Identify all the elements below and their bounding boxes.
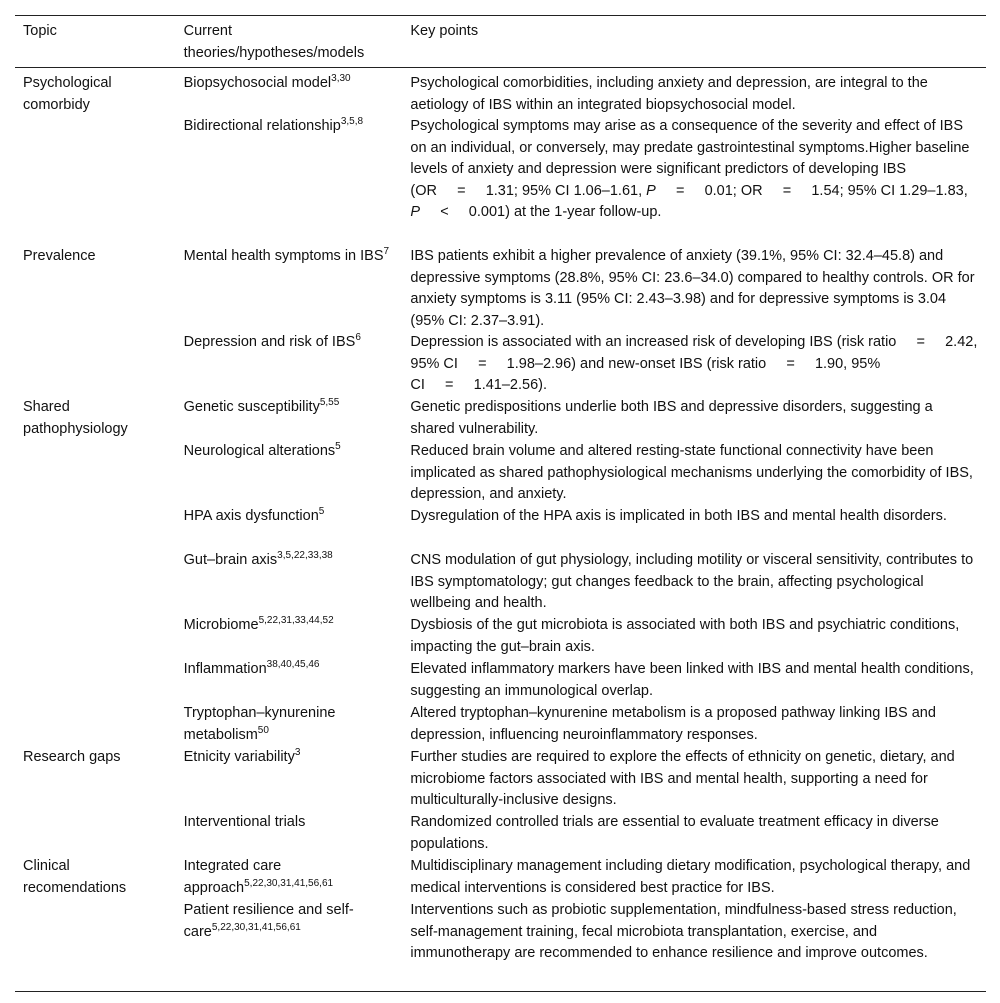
table-row [15, 615, 986, 659]
key-point-cell: CNS modulation of gut physiology, including motility or visceral sensitivity, contributes to IBS symptomatology; gut changes feedback to the brain, affecting psychological wellbeing and health. [410, 552, 974, 611]
table-row [15, 68, 986, 117]
theory-label: Genetic susceptibility [183, 399, 320, 415]
header-key-points: Key points [410, 23, 479, 39]
key-point-cell: Randomized controlled trials are essential to evaluate treatment efficacy in diverse populations. [410, 814, 939, 852]
theory-label: Patient resilience and self-care [183, 902, 354, 940]
table-row [15, 812, 986, 856]
table-row [15, 397, 986, 441]
reference-citation: 50 [257, 724, 269, 736]
topic-cell [15, 116, 176, 246]
table-row [15, 550, 986, 615]
reference-citation: 5,22,30,31,41,56,61 [211, 921, 301, 933]
theory-cell [176, 397, 403, 441]
reference-citation: 3 [294, 747, 301, 759]
key-point-cell: Depression is associated with an increased risk of developing IBS (risk ratio = 2.42, 95% CI = 1.98–2.96) and new-onset IBS (risk ratio = 1.90, 95% CI = 1.41–2.56). [410, 334, 978, 393]
header-topic: Topic [23, 23, 57, 39]
reference-citation: 38,40,45,46 [266, 659, 320, 671]
topic-cell [15, 659, 176, 703]
theory-label: Tryptophan–kynurenine metabolism [183, 705, 336, 743]
reference-citation: 5,22,31,33,44,52 [258, 615, 334, 627]
theory-cell [176, 116, 403, 246]
theory-label: Mental health symptoms in IBS [183, 248, 384, 264]
topic-cell: Research gaps [23, 749, 121, 765]
header-theories: Current theories/hypotheses/models [183, 23, 365, 61]
table-row [15, 332, 986, 397]
key-point-cell: Psychological comorbidities, including anxiety and depression, are integral to the aetiology of IBS within an integrated biopsychosocial model. [410, 75, 928, 113]
table-row [15, 506, 986, 550]
theory-label: HPA axis dysfunction [183, 508, 319, 524]
topic-cell [15, 441, 176, 506]
theory-label: Neurological alterations [183, 443, 336, 459]
reference-citation: 5 [318, 506, 325, 518]
topic-cell [15, 812, 176, 856]
key-point-cell: Dysbiosis of the gut microbiota is associated with both IBS and psychiatric conditions, impacting the gut–brain axis. [410, 617, 960, 655]
table-row [15, 441, 986, 506]
key-point-cell: Further studies are required to explore the effects of ethnicity on genetic, dietary, and microbiome factors associated with IBS and mental health, supporting a need for multiculturally-inclusive designs. [410, 749, 955, 808]
reference-citation: 5,22,30,31,41,56,61 [244, 877, 334, 889]
key-point-cell: Genetic predispositions underlie both IBS and depressive disorders, suggesting a shared vulnerability. [410, 399, 933, 437]
theory-label: Microbiome [183, 617, 259, 633]
reference-citation: 5 [335, 441, 341, 453]
theory-cell [176, 856, 403, 900]
theory-cell [176, 703, 403, 747]
theory-label: Integrated care approach [183, 858, 282, 896]
topic-cell [15, 506, 176, 550]
table-row [15, 116, 986, 246]
theory-label: Interventional trials [183, 814, 306, 830]
theory-label: Depression and risk of IBS [183, 334, 356, 350]
topic-cell: Prevalence [23, 248, 96, 264]
theory-label: Gut–brain axis [183, 552, 278, 568]
header-row [15, 16, 986, 68]
theory-cell [176, 246, 403, 332]
theory-cell [176, 812, 403, 856]
theory-cell [176, 747, 403, 812]
reference-citation: 3,5,8 [340, 116, 364, 128]
key-point-cell: Dysregulation of the HPA axis is implicated in both IBS and mental health disorders. [410, 508, 947, 524]
theory-cell [176, 332, 403, 397]
key-point-cell: IBS patients exhibit a higher prevalence of anxiety (39.1%, 95% CI: 32.4–45.8) and depressive symptoms (28.8%, 95% CI: 23.6–34.0) compared to healthy controls. OR for anxiety symptoms is 3.11 (95% CI: 2.43–3.98) and for depressive symptoms is 3.04 (95% CI: 2.37–3.91). [410, 248, 975, 329]
reference-citation: 7 [383, 246, 390, 258]
topic-cell: Shared pathophysiology [23, 399, 128, 437]
reference-citation: 3,30 [331, 73, 351, 85]
topic-cell [15, 615, 176, 659]
reference-citation: 6 [355, 332, 361, 344]
theory-cell [176, 68, 403, 117]
theory-label: Inflammation [183, 661, 267, 677]
topic-cell [15, 900, 176, 991]
topic-cell [15, 332, 176, 397]
topic-cell [15, 550, 176, 615]
key-point-cell: Psychological symptoms may arise as a consequence of the severity and effect of IBS on an individual, or conversely, may predate gastrointestinal symptoms.Higher baseline levels of anxiety and depression were significant predictors of developing IBS (OR = 1.31; 95% CI 1.06–1.61, P = 0.01; OR = 1.54; 95% CI 1.29–1.83, P < 0.001) at the 1-year follow-up. [410, 118, 970, 220]
table-row [15, 747, 986, 812]
key-point-cell: Reduced brain volume and altered resting-state functional connectivity have been implicated as shared pathophysiological mechanisms underlying the comorbidity of IBS, depression, and anxiety. [410, 443, 973, 502]
key-point-cell: Interventions such as probiotic supplementation, mindfulness-based stress reduction, self-management training, fecal microbiota transplantation, exercise, and immunotherapy are recommended to enhance resilience and improve outcomes. [410, 902, 957, 961]
table-row [15, 659, 986, 703]
topic-cell [15, 703, 176, 747]
theory-cell [176, 615, 403, 659]
theory-cell [176, 900, 403, 991]
theory-label: Biopsychosocial model [183, 75, 332, 91]
theory-cell [176, 441, 403, 506]
topic-cell: Clinical recomendations [23, 858, 127, 896]
theory-cell [176, 659, 403, 703]
table-row [15, 900, 986, 991]
key-point-cell: Elevated inflammatory markers have been linked with IBS and mental health conditions, suggesting an immunological overlap. [410, 661, 974, 699]
key-point-cell: Altered tryptophan–kynurenine metabolism is a proposed pathway linking IBS and depression, influencing neuroinflammatory responses. [410, 705, 936, 743]
summary-table [15, 15, 986, 992]
table-row [15, 246, 986, 332]
theory-label: Etnicity variability [183, 749, 295, 765]
theory-cell [176, 506, 403, 550]
reference-citation: 5,55 [319, 397, 340, 409]
theory-label: Bidirectional relationship [183, 118, 341, 134]
theory-cell [176, 550, 403, 615]
table-row [15, 703, 986, 747]
topic-cell: Psychological comorbidy [23, 75, 112, 113]
reference-citation: 3,5,22,33,38 [277, 550, 333, 562]
table-row [15, 856, 986, 900]
key-point-cell: Multidisciplinary management including dietary modification, psychological therapy, and medical interventions is considered best practice for IBS. [410, 858, 971, 896]
